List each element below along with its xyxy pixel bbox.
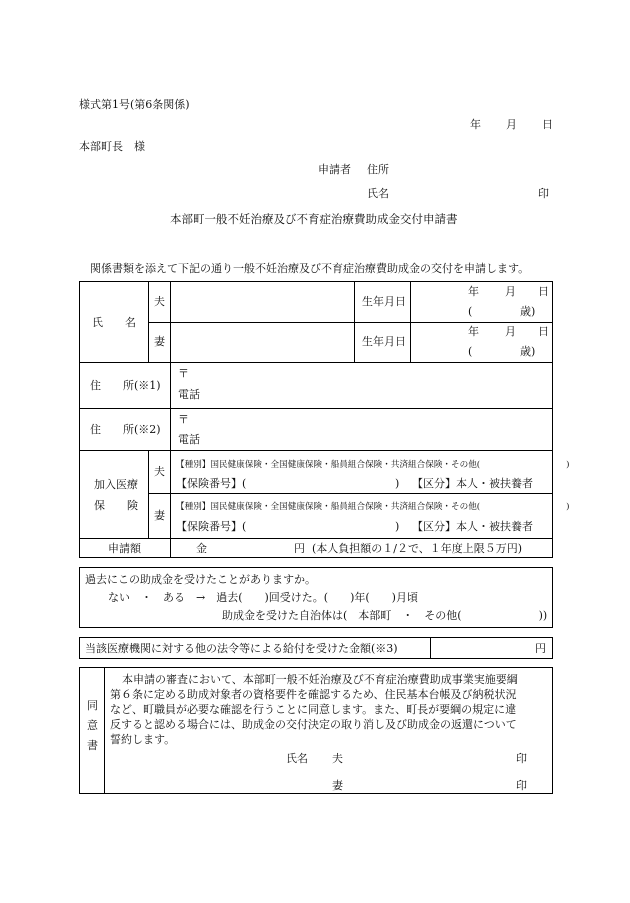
wife-dob-day: 日 [538,325,549,338]
address2-phone-label: 電話 [178,433,200,446]
amount-label: 申請額 [108,542,141,555]
husband-dob-day: 日 [538,285,549,298]
insurance-wife-label: 妻 [154,509,165,522]
consent-line-1: 本申請の審査において、本部町一般不妊治療及び不育症治療費助成事業実施要綱 [122,673,518,686]
wife-dob-label: 生年月日 [362,335,406,348]
wife-age-close: 歳) [520,345,536,358]
amount-yen: 円 [294,542,305,555]
date-year: 年 [470,118,481,131]
consent-sign-name-label: 氏名 [286,752,308,765]
wife-insurance-number-close: ) [395,520,400,533]
husband-age-close: 歳) [520,305,536,318]
husband-insurance-category: 【区分】本人・被扶養者 [412,477,533,490]
consent-line-2: 第６条に定める助成対象者の資格要件を確認するため、住民基本台帳及び納税状況 [110,688,517,701]
husband-insurance-number-open: 【保険番号】( [176,477,247,490]
wife-insurance-category: 【区分】本人・被扶養者 [412,520,533,533]
addressee: 本部町長 様 [79,140,145,153]
previous-grant-answer: ない ・ ある → 過去( )回受けた。( )年( )月頃 [108,591,418,604]
applicant-seal: 印 [538,187,549,200]
husband-dob-label: 生年月日 [362,295,406,308]
husband-label: 夫 [154,295,165,308]
husband-age-open: ( [468,305,473,318]
address1-label: 住 所(※1) [90,379,161,392]
consent-wife-seal: 印 [516,779,527,792]
amount-note: (本人負担額の１/２で、１年度上限５万円) [312,542,523,555]
husband-insurance-number-close: ) [395,477,400,490]
consent-sign-wife: 妻 [332,779,343,792]
wife-age-open: ( [468,345,473,358]
insurance-label-line2: 保 険 [94,499,138,512]
intro-text: 関係書類を添えて下記の通り一般不妊治療及び不育症治療費助成金の交付を申請します。 [90,262,530,275]
name-header: 氏 名 [92,316,136,329]
applicant-label: 申請者 [318,163,351,176]
date-month: 月 [506,118,517,131]
husband-dob-year: 年 [468,285,479,298]
consent-line-3: など、町職員が必要な確認を行うことに同意します。また、町長が要綱の規定に違 [110,703,517,716]
insurance-husband-label: 夫 [154,465,165,478]
consent-side-2: 意 [87,719,98,732]
wife-label: 妻 [154,335,165,348]
address1-postal-mark: 〒 [178,367,189,380]
consent-line-4: 反すると認める場合には、助成金の交付決定の取り消し及び助成金の返還について [110,718,517,731]
wife-dob-year: 年 [468,325,479,338]
amount-kin: 金 [196,542,207,555]
previous-grant-box [79,567,553,628]
consent-side-3: 書 [87,739,98,752]
consent-sign-husband: 夫 [332,752,343,765]
address1-phone-label: 電話 [178,388,200,401]
husband-insurance-type: 【種別】国民健康保険・全国健康保険・船員組合保険・共済組合保険・その他( ) [176,460,570,470]
consent-husband-seal: 印 [516,752,527,765]
applicant-address-label: 住所 [367,163,389,176]
wife-insurance-type: 【種別】国民健康保険・全国健康保険・船員組合保険・共済組合保険・その他( ) [176,502,570,512]
applicant-name-label: 氏名 [367,187,389,200]
wife-insurance-number-open: 【保険番号】( [176,520,247,533]
wife-dob-month: 月 [505,325,516,338]
consent-line-5: 誓約します。 [110,733,176,746]
date-day: 日 [542,118,553,131]
application-table [79,281,570,558]
other-benefit-box [79,637,553,659]
document-title: 本部町一般不妊治療及び不育症治療費助成金交付申請書 [170,212,458,226]
other-benefit-yen: 円 [535,642,546,655]
address2-label: 住 所(※2) [90,423,161,436]
address2-postal-mark: 〒 [178,413,189,426]
other-benefit-label: 当該医療機関に対する他の法令等による給付を受けた金額(※3) [85,642,398,655]
husband-dob-month: 月 [505,285,516,298]
form-number: 様式第1号(第6条関係) [79,98,190,111]
previous-grant-question: 過去にこの助成金を受けたことがありますか。 [85,573,316,586]
consent-box [79,667,553,794]
insurance-label-line1: 加入医療 [94,478,138,491]
consent-side-1: 同 [87,699,98,712]
previous-grant-municipality: 助成金を受けた自治体は( 本部町 ・ その他( )) [222,609,548,622]
